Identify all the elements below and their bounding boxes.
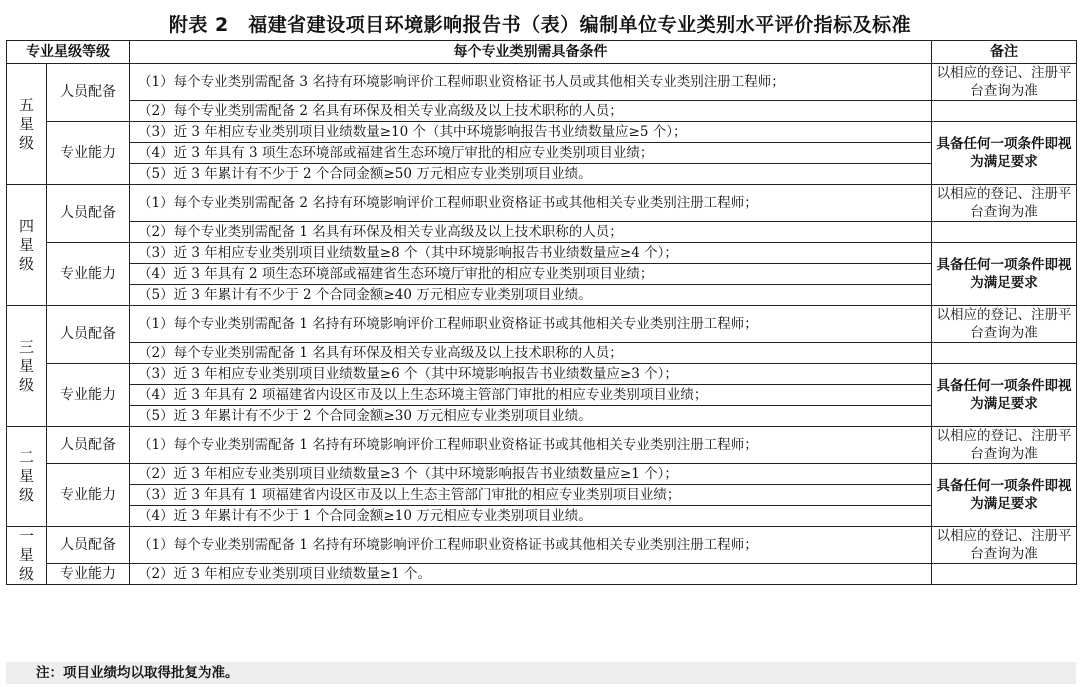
condition-text: （1）每个专业类别需配备 1 名持有环境影响评价工程师职业资格证书或其他相关专业类别注册工程师； xyxy=(130,527,932,564)
category-ability: 专业能力 xyxy=(47,364,130,427)
table-row xyxy=(7,222,1077,243)
note-registry: 以相应的登记、注册平台查询为准 xyxy=(932,64,1077,101)
table-row xyxy=(7,464,1077,485)
table-row xyxy=(7,143,1077,164)
star-level: 二 星 级 xyxy=(7,427,47,527)
table-body xyxy=(7,64,1077,585)
condition-text: （1）每个专业类别需配备 1 名持有环境影响评价工程师职业资格证书或其他相关专业类别注册工程师； xyxy=(130,427,932,464)
star-level: 三 星 级 xyxy=(7,306,47,427)
note-any-one: 具备任何一项条件即视为满足要求 xyxy=(932,122,1077,185)
page-title: 附表 2 福建省建设项目环境影响报告书（表）编制单位专业类别水平评价指标及标准 xyxy=(168,14,912,36)
star-level: 一 星 级 xyxy=(7,527,47,585)
condition-text: （3）近 3 年相应专业类别项目业绩数量≥6 个（其中环境影响报告书业绩数量应≥3 个）； xyxy=(130,364,932,385)
table-row xyxy=(7,385,1077,406)
condition-text: （3）近 3 年相应专业类别项目业绩数量≥10 个（其中环境影响报告书业绩数量应≥5 个）； xyxy=(130,122,932,143)
note-registry: 以相应的登记、注册平台查询为准 xyxy=(932,527,1077,564)
note-any-one: 具备任何一项条件即视为满足要求 xyxy=(932,364,1077,427)
table-row xyxy=(7,164,1077,185)
condition-text: （4）近 3 年累计有不少于 1 个合同金额≥10 万元相应专业类别项目业绩。 xyxy=(130,506,932,527)
condition-text: （2）每个专业类别需配备 1 名具有环保及相关专业高级及以上技术职称的人员； xyxy=(130,222,932,243)
table-row xyxy=(7,101,1077,122)
note-empty xyxy=(932,343,1077,364)
table-row xyxy=(7,64,1077,101)
table-header-row xyxy=(7,41,1077,64)
table-row xyxy=(7,306,1077,343)
evaluation-table xyxy=(6,40,1077,585)
table-row xyxy=(7,122,1077,143)
condition-text: （2）每个专业类别需配备 1 名具有环保及相关专业高级及以上技术职称的人员； xyxy=(130,343,932,364)
table-row xyxy=(7,485,1077,506)
condition-text: （2）每个专业类别需配备 2 名具有环保及相关专业高级及以上技术职称的人员； xyxy=(130,101,932,122)
category-personnel: 人员配备 xyxy=(47,427,130,464)
star-level: 四 星 级 xyxy=(7,185,47,306)
table-row xyxy=(7,285,1077,306)
note-registry: 以相应的登记、注册平台查询为准 xyxy=(932,306,1077,343)
table-row xyxy=(7,343,1077,364)
table-row xyxy=(7,527,1077,564)
table-row xyxy=(7,264,1077,285)
table-row xyxy=(7,243,1077,264)
condition-text: （1）每个专业类别需配备 1 名持有环境影响评价工程师职业资格证书或其他相关专业类别注册工程师； xyxy=(130,306,932,343)
condition-text: （5）近 3 年累计有不少于 2 个合同金额≥40 万元相应专业类别项目业绩。 xyxy=(130,285,932,306)
condition-text: （2）近 3 年相应专业类别项目业绩数量≥3 个（其中环境影响报告书业绩数量应≥1 个）； xyxy=(130,464,932,485)
condition-text: （4）近 3 年具有 2 项生态环境部或福建省生态环境厅审批的相应专业类别项目业绩； xyxy=(130,264,932,285)
table-row xyxy=(7,185,1077,222)
table-row xyxy=(7,564,1077,585)
category-personnel: 人员配备 xyxy=(47,64,130,122)
note-any-one: 具备任何一项条件即视为满足要求 xyxy=(932,243,1077,306)
condition-text: （1）每个专业类别需配备 3 名持有环境影响评价工程师职业资格证书人员或其他相关专业类别注册工程师； xyxy=(130,64,932,101)
condition-text: （2）近 3 年相应专业类别项目业绩数量≥1 个。 xyxy=(130,564,932,585)
condition-text: （4）近 3 年具有 2 项福建省内设区市及以上生态环境主管部门审批的相应专业类别项目业绩； xyxy=(130,385,932,406)
category-personnel: 人员配备 xyxy=(47,306,130,364)
note-empty xyxy=(932,222,1077,243)
condition-text: （3）近 3 年具有 1 项福建省内设区市及以上生态主管部门审批的相应专业类别项目业绩； xyxy=(130,485,932,506)
condition-text: （4）近 3 年具有 3 项生态环境部或福建省生态环境厅审批的相应专业类别项目业绩； xyxy=(130,143,932,164)
note-any-one: 具备任何一项条件即视为满足要求 xyxy=(932,464,1077,527)
note-registry: 以相应的登记、注册平台查询为准 xyxy=(932,427,1077,464)
table-row xyxy=(7,506,1077,527)
header-level: 专业星级等级 xyxy=(7,41,130,64)
table-row xyxy=(7,364,1077,385)
category-ability: 专业能力 xyxy=(47,464,130,527)
header-note: 备注 xyxy=(932,41,1077,64)
note-registry: 以相应的登记、注册平台查询为准 xyxy=(932,185,1077,222)
table-row xyxy=(7,406,1077,427)
category-ability: 专业能力 xyxy=(47,122,130,185)
condition-text: （5）近 3 年累计有不少于 2 个合同金额≥50 万元相应专业类别项目业绩。 xyxy=(130,164,932,185)
note-empty xyxy=(932,101,1077,122)
category-ability: 专业能力 xyxy=(47,564,130,585)
note-empty xyxy=(932,564,1077,585)
condition-text: （3）近 3 年相应专业类别项目业绩数量≥8 个（其中环境影响报告书业绩数量应≥4 个）； xyxy=(130,243,932,264)
star-level: 五 星 级 xyxy=(7,64,47,185)
table-row xyxy=(7,427,1077,464)
category-personnel: 人员配备 xyxy=(47,527,130,564)
condition-text: （5）近 3 年累计有不少于 2 个合同金额≥30 万元相应专业类别项目业绩。 xyxy=(130,406,932,427)
header-conditions: 每个专业类别需具备条件 xyxy=(130,41,932,64)
condition-text: （1）每个专业类别需配备 2 名持有环境影响评价工程师职业资格证书或其他相关专业类别注册工程师； xyxy=(130,185,932,222)
footnote: 注：项目业绩均以取得批复为准。 xyxy=(36,665,239,681)
category-ability: 专业能力 xyxy=(47,243,130,306)
footnote-bar xyxy=(6,662,1076,684)
category-personnel: 人员配备 xyxy=(47,185,130,243)
